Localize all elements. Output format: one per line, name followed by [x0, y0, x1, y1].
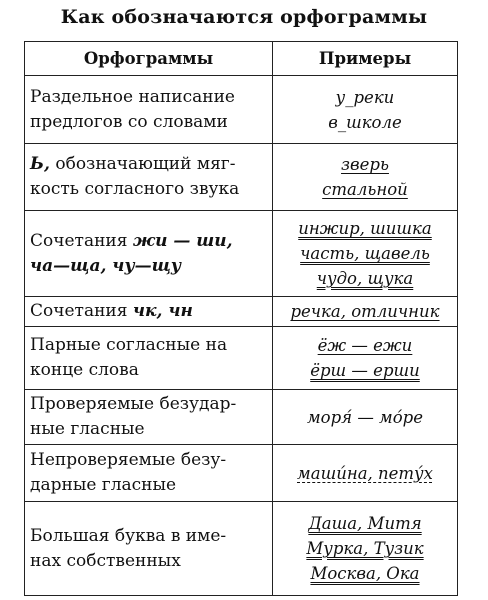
- rule-line: конце слова: [30, 360, 139, 380]
- rule-line: Сочетания: [30, 301, 133, 321]
- rule-bold-text: жи — ши,: [132, 230, 233, 251]
- example-line: часть, щавель: [300, 244, 430, 263]
- examples-cell: [273, 76, 458, 144]
- example-line: Даша, Митя: [308, 514, 422, 533]
- example-line: Москва, Ока: [310, 564, 420, 583]
- example-line: инжир, шишка: [298, 219, 432, 238]
- examples-cell: [273, 327, 458, 390]
- examples-cell: [273, 502, 458, 596]
- table-row: [25, 144, 458, 211]
- table-header-row: [25, 42, 458, 76]
- example-line: чудо, щука: [316, 269, 414, 288]
- rule-cell: [25, 390, 273, 445]
- orthogram-table: [24, 41, 458, 596]
- rule-cell: [25, 144, 273, 211]
- rule-cell: [25, 327, 273, 390]
- table-row: [25, 297, 458, 327]
- examples-cell: [273, 144, 458, 211]
- rule-line: нах собственных: [30, 550, 181, 571]
- header-rules: Орфограммы: [25, 42, 273, 76]
- rule-line: Раздельное написание: [30, 86, 235, 107]
- table-row: [25, 502, 458, 596]
- table-row: [25, 327, 458, 390]
- examples-cell: [273, 211, 458, 297]
- rule-line: ные гласные: [30, 419, 145, 439]
- example-line: моря́ — мо́ре: [306, 407, 424, 427]
- example-line: речка, отличник: [290, 302, 440, 321]
- examples-cell: [273, 445, 458, 502]
- example-line: стальной: [322, 180, 408, 199]
- rule-line: предлогов со словами: [30, 111, 228, 132]
- example-line: Мурка, Тузик: [306, 539, 424, 558]
- rule-cell: [25, 211, 273, 297]
- example-line: маши́на, пету́х: [297, 463, 433, 483]
- examples-cell: [273, 297, 458, 327]
- rule-line: Сочетания: [30, 230, 133, 251]
- rule-bold-text: Ь,: [30, 154, 50, 174]
- example-line: ёрш — ерши: [310, 361, 420, 380]
- rule-line: кость согласного звука: [30, 179, 240, 199]
- rule-line: обозначающий мяг-: [49, 154, 236, 174]
- table-row: [25, 211, 458, 297]
- rule-line: Большая буква в име-: [30, 525, 227, 546]
- example-line: у_реки: [335, 87, 395, 107]
- example-line: ёж — ежи: [317, 336, 413, 355]
- table-row: [25, 76, 458, 144]
- example-line: зверь: [341, 155, 389, 174]
- rule-cell: [25, 445, 273, 502]
- rule-bold-text: чк, чн: [132, 301, 193, 321]
- page-title: Как обозначаются орфограммы: [60, 6, 428, 28]
- rule-bold-text: ча—ща, чу—щу: [30, 255, 182, 276]
- table-row: [25, 445, 458, 502]
- rule-line: дарные гласные: [30, 475, 177, 495]
- examples-cell: [273, 390, 458, 445]
- rule-cell: [25, 297, 273, 327]
- rule-line: Парные согласные на: [30, 335, 228, 355]
- rule-cell: [25, 502, 273, 596]
- example-line: в_школе: [328, 112, 402, 132]
- header-examples: Примеры: [273, 42, 458, 76]
- table-row: [25, 390, 458, 445]
- rule-cell: [25, 76, 273, 144]
- rule-line: Непроверяемые безу-: [30, 450, 227, 470]
- rule-line: Проверяемые безудар-: [30, 394, 237, 414]
